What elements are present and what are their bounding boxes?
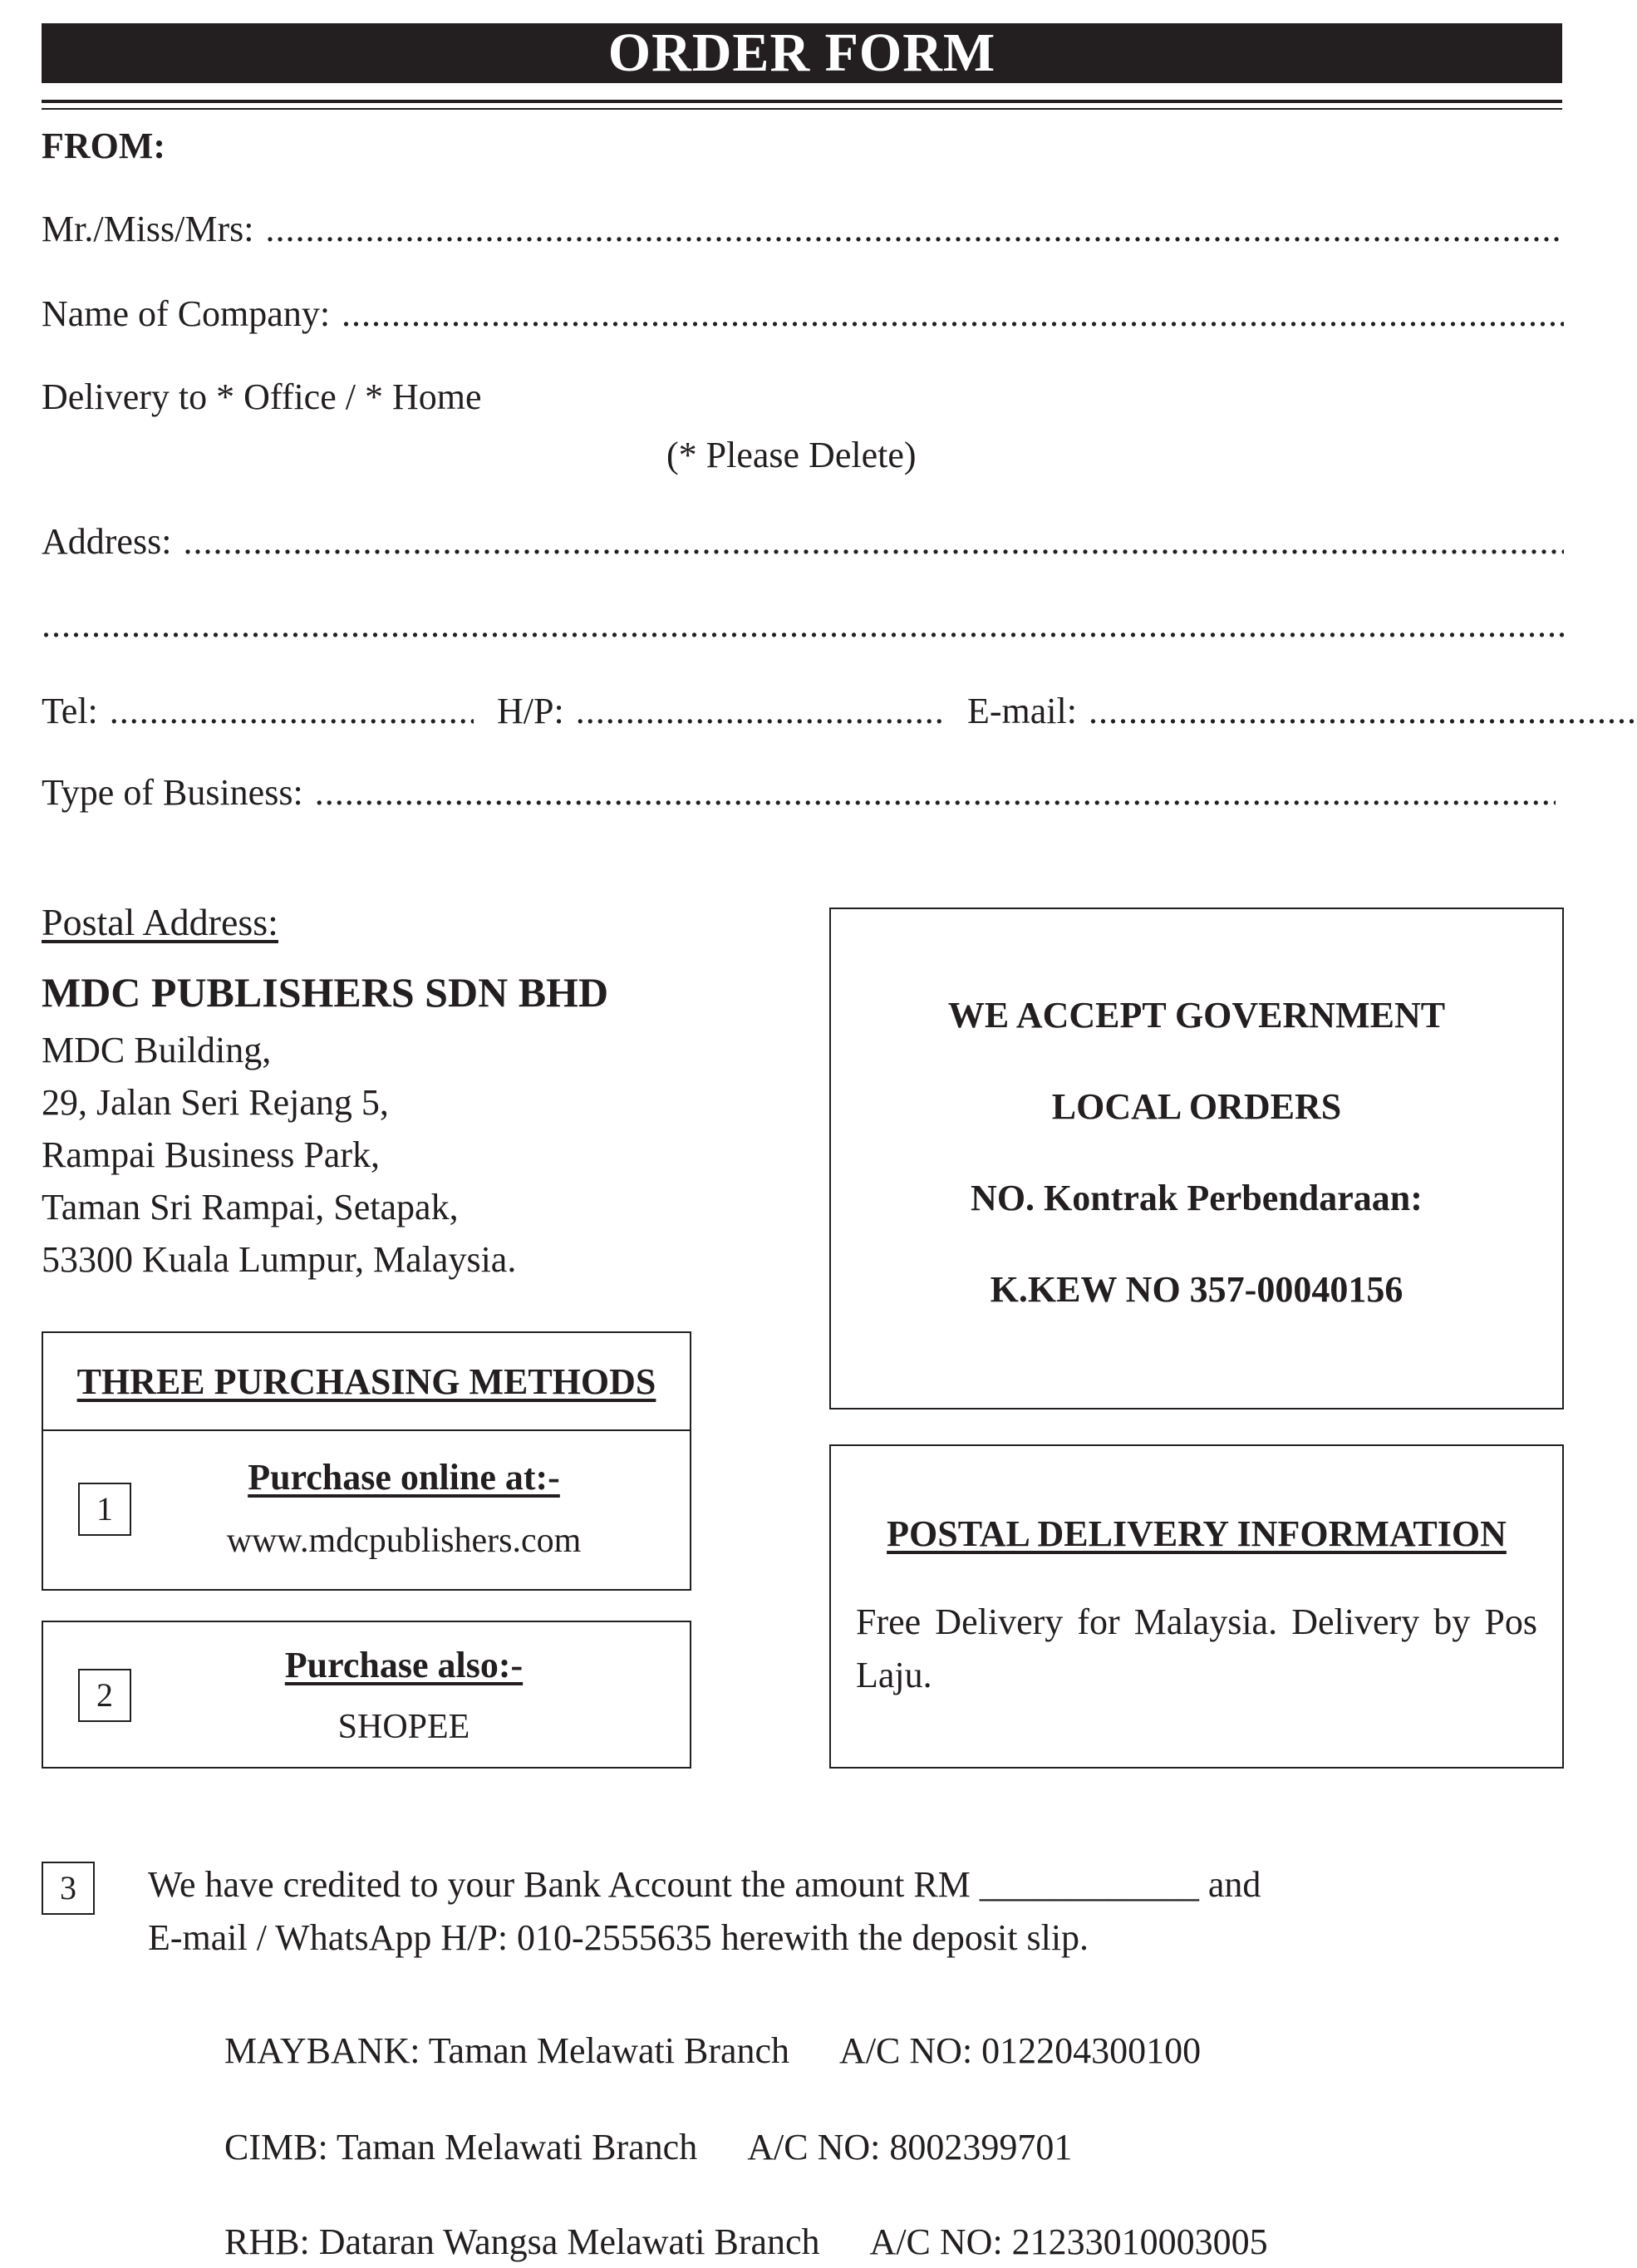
company-label: Name of Company: [42,293,331,334]
bank-account-number: A/C NO: 8002399701 [747,2127,1073,2167]
postal-delivery-text: Free Delivery for Malaysia. Delivery by Pos Laju. [856,1601,1537,1695]
address-line: MDC Building, [42,1030,272,1070]
tel-field[interactable] [42,686,474,736]
bank-transfer-line-2: E-mail / WhatsApp H/P: 010-2555635 herewith the deposit slip. [148,1917,1089,1958]
name-label: Mr./Miss/Mrs: [42,209,254,249]
company-field[interactable] [42,289,1564,339]
email-label: E-mail: [967,691,1077,731]
purchasing-methods-title: THREE PURCHASING METHODS [43,1333,690,1431]
hp-field[interactable] [497,686,946,736]
method-2-number: 2 [78,1669,131,1722]
postal-address-heading: Postal Address: [42,901,278,943]
address-field[interactable] [42,517,1564,567]
business-field[interactable] [42,768,1556,818]
method-1-number: 1 [78,1483,131,1536]
address-line: Rampai Business Park, [42,1134,380,1175]
address-line: Taman Sri Rampai, Setapak, [42,1187,459,1227]
government-orders-box [829,908,1564,1410]
bank-account-cimb [224,2123,1072,2172]
gov-line-1: WE ACCEPT GOVERNMENT [947,995,1446,1036]
postal-delivery-title: POSTAL DELIVERY INFORMATION [887,1513,1507,1554]
name-field[interactable] [42,204,1564,254]
purchase-method-2-box [42,1621,691,1769]
address-fill-line-1[interactable] [183,517,1564,567]
bank-name: RHB: Dataran Wangsa Melawati Branch [224,2221,820,2262]
method-2-store: SHOPEE [337,1708,470,1746]
gov-line-3: NO. Kontrak Perbendaraan: [971,1178,1423,1218]
gov-contract-number: K.KEW NO 357-00040156 [990,1269,1403,1310]
address-fill-line-2[interactable] [42,600,1564,650]
title-rule-thick [42,100,1562,103]
method-3-number: 3 [42,1862,95,1915]
business-label: Type of Business: [42,772,303,813]
postal-delivery-box [829,1444,1564,1769]
method-1-website[interactable]: www.mdcpublishers.com [226,1522,582,1560]
from-label: FROM: [42,125,166,166]
delete-note: (* Please Delete) [666,435,917,475]
bank-account-number: A/C NO: 21233010003005 [869,2221,1268,2262]
hp-fill-line[interactable] [576,686,946,736]
address-line-2[interactable] [42,600,1564,650]
form-title: ORDER FORM [42,23,1562,83]
email-field[interactable] [967,686,1637,736]
name-fill-line[interactable] [266,204,1564,254]
company-fill-line[interactable] [342,289,1564,339]
hp-label: H/P: [497,691,564,731]
address-label: Address: [42,521,172,562]
delivery-option[interactable]: Delivery to * Office / * Home [42,376,482,417]
publisher-name: MDC PUBLISHERS SDN BHD [42,969,609,1016]
contact-fields[interactable] [42,686,1564,736]
bank-name: MAYBANK: Taman Melawati Branch [224,2030,790,2071]
gov-line-2: LOCAL ORDERS [1051,1086,1342,1127]
bank-account-rhb [224,2217,1268,2267]
title-rule-thin [42,108,1562,110]
bank-account-number: A/C NO: 012204300100 [839,2030,1202,2071]
tel-fill-line[interactable] [110,686,474,736]
tel-label: Tel: [42,691,98,731]
method-2-heading: Purchase also:- [284,1645,524,1685]
address-line: 53300 Kuala Lumpur, Malaysia. [42,1239,517,1280]
email-fill-line[interactable] [1089,686,1637,736]
bank-transfer-instructions [148,1858,1261,1965]
address-line: 29, Jalan Seri Rejang 5, [42,1082,389,1123]
bank-account-maybank [224,2026,1201,2076]
bank-transfer-line-1[interactable]: We have credited to your Bank Account the amount RM ____________ and [148,1864,1261,1905]
bank-name: CIMB: Taman Melawati Branch [224,2127,698,2167]
method-1-heading: Purchase online at:- [248,1457,560,1498]
postal-address [42,1024,516,1286]
business-fill-line[interactable] [315,768,1556,818]
purchasing-methods-box [42,1331,691,1591]
